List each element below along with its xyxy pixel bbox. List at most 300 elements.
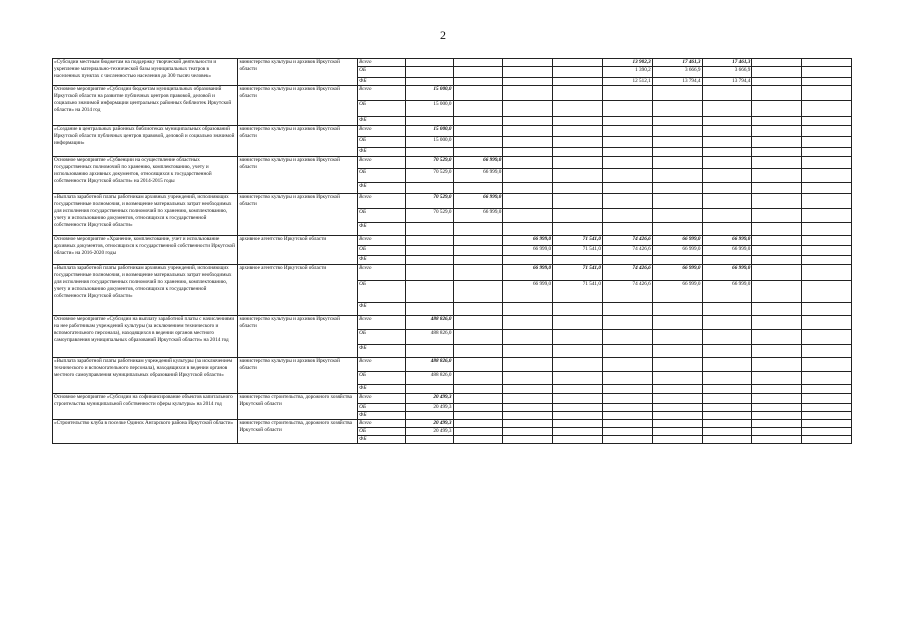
amount-cell bbox=[553, 330, 603, 345]
funding-source: Всего bbox=[358, 86, 406, 101]
funding-source: Всего bbox=[358, 265, 406, 281]
amount-cell bbox=[453, 246, 503, 256]
amount-cell bbox=[553, 303, 603, 316]
amount-cell bbox=[652, 316, 702, 330]
amount-cell bbox=[553, 316, 603, 330]
amount-cell bbox=[503, 169, 553, 183]
measure-description: Основное мероприятие «Субвенции на осуществление областных государственных полномочий по хранению, комплектованию, учету и использованию архивных документов, относящихся к государственной собственности Иркутской области» на 2014-2015 годы bbox=[53, 157, 238, 194]
amount-cell bbox=[405, 67, 453, 78]
amount-cell bbox=[802, 86, 852, 101]
amount-cell bbox=[602, 303, 652, 316]
measure-executor: архивное агентство Иркутской области bbox=[238, 265, 358, 316]
amount-cell bbox=[553, 345, 603, 358]
funding-source: Всего bbox=[358, 420, 406, 428]
amount-cell bbox=[602, 394, 652, 404]
amount-cell: 13 902,3 bbox=[602, 59, 652, 67]
funding-source: ФБ bbox=[358, 223, 406, 236]
amount-cell bbox=[553, 404, 603, 412]
measure-description: Основное мероприятие «Субсидии на софинансирование объектов капитального строительства муниципальной собственности сферы культуры» на 2014 год bbox=[53, 394, 238, 420]
amount-cell bbox=[553, 86, 603, 101]
measure-executor: министерство культуры и архивов Иркутской области bbox=[238, 194, 358, 236]
amount-cell bbox=[602, 420, 652, 428]
amount-cell bbox=[553, 372, 603, 385]
table-row bbox=[53, 126, 852, 137]
table-row bbox=[53, 316, 852, 330]
amount-cell: 488 826,0 bbox=[405, 316, 453, 330]
amount-cell bbox=[802, 223, 852, 236]
amount-cell bbox=[652, 183, 702, 194]
amount-cell bbox=[453, 412, 503, 420]
amount-cell bbox=[602, 169, 652, 183]
amount-cell: 66 999,0 bbox=[503, 281, 553, 303]
amount-cell bbox=[752, 385, 802, 394]
amount-cell bbox=[553, 183, 603, 194]
amount-cell bbox=[752, 256, 802, 265]
amount-cell bbox=[752, 404, 802, 412]
amount-cell bbox=[503, 358, 553, 372]
amount-cell bbox=[405, 256, 453, 265]
amount-cell bbox=[802, 330, 852, 345]
amount-cell bbox=[652, 101, 702, 117]
amount-cell bbox=[752, 183, 802, 194]
amount-cell bbox=[752, 223, 802, 236]
amount-cell bbox=[405, 281, 453, 303]
funding-source: ОБ bbox=[358, 137, 406, 148]
measure-description: «Создание в центральных районных библиотеках муниципальных образований Иркутской области публичных центров правовой, деловой и социально значимой информации» bbox=[53, 126, 238, 157]
amount-cell bbox=[602, 428, 652, 436]
amount-cell bbox=[702, 169, 752, 183]
measure-description: «Выплата заработной платы работникам учреждений культуры (за исключением технического и вспомогательного персонала), находящихся в ведении органов местного самоуправления муниципальных образований Иркутской области» bbox=[53, 358, 238, 394]
amount-cell bbox=[503, 101, 553, 117]
amount-cell: 71 541,0 bbox=[553, 265, 603, 281]
table-row bbox=[53, 420, 852, 428]
amount-cell: 66 999,0 bbox=[702, 246, 752, 256]
amount-cell bbox=[405, 59, 453, 67]
amount-cell bbox=[602, 385, 652, 394]
measure-executor: министерство культуры и архивов Иркутской области bbox=[238, 316, 358, 358]
amount-cell bbox=[652, 358, 702, 372]
amount-cell: 66 999,0 bbox=[453, 157, 503, 169]
amount-cell bbox=[553, 137, 603, 148]
page-number: 2 bbox=[440, 28, 446, 42]
table-row bbox=[53, 236, 852, 246]
amount-cell bbox=[553, 358, 603, 372]
amount-cell bbox=[553, 169, 603, 183]
amount-cell bbox=[802, 404, 852, 412]
amount-cell bbox=[553, 59, 603, 67]
amount-cell bbox=[503, 223, 553, 236]
amount-cell: 15 000,0 bbox=[405, 101, 453, 117]
amount-cell bbox=[652, 209, 702, 223]
amount-cell bbox=[453, 436, 503, 444]
amount-cell bbox=[702, 183, 752, 194]
amount-cell bbox=[702, 412, 752, 420]
amount-cell bbox=[702, 157, 752, 169]
amount-cell bbox=[503, 436, 553, 444]
amount-cell: 488 826,0 bbox=[405, 372, 453, 385]
amount-cell bbox=[702, 256, 752, 265]
amount-cell bbox=[453, 404, 503, 412]
amount-cell bbox=[503, 117, 553, 126]
amount-cell bbox=[503, 420, 553, 428]
amount-cell bbox=[702, 194, 752, 209]
amount-cell bbox=[652, 169, 702, 183]
amount-cell bbox=[503, 126, 553, 137]
amount-cell bbox=[802, 345, 852, 358]
table-row bbox=[53, 157, 852, 169]
amount-cell bbox=[503, 148, 553, 157]
amount-cell bbox=[702, 137, 752, 148]
amount-cell bbox=[752, 86, 802, 101]
amount-cell bbox=[802, 385, 852, 394]
measure-executor: министерство культуры и архивов Иркутской области bbox=[238, 126, 358, 157]
amount-cell: 70 529,0 bbox=[405, 209, 453, 223]
amount-cell bbox=[652, 394, 702, 404]
amount-cell bbox=[503, 183, 553, 194]
funding-source: ФБ bbox=[358, 148, 406, 157]
amount-cell bbox=[453, 330, 503, 345]
amount-cell bbox=[553, 428, 603, 436]
amount-cell bbox=[503, 209, 553, 223]
amount-cell bbox=[553, 101, 603, 117]
funding-source: ФБ bbox=[358, 183, 406, 194]
amount-cell bbox=[702, 316, 752, 330]
amount-cell bbox=[602, 101, 652, 117]
amount-cell bbox=[453, 223, 503, 236]
funding-source: ФБ bbox=[358, 256, 406, 265]
amount-cell bbox=[503, 385, 553, 394]
amount-cell: 20 499,3 bbox=[405, 404, 453, 412]
amount-cell bbox=[405, 183, 453, 194]
amount-cell bbox=[802, 126, 852, 137]
amount-cell bbox=[453, 67, 503, 78]
amount-cell bbox=[702, 385, 752, 394]
amount-cell bbox=[652, 428, 702, 436]
amount-cell bbox=[453, 394, 503, 404]
amount-cell bbox=[405, 345, 453, 358]
amount-cell bbox=[752, 372, 802, 385]
amount-cell bbox=[503, 428, 553, 436]
measure-description: «Выплата заработной платы работникам архивных учреждений, исполняющих государственные полномочия, и возмещение материальных затрат необходимых для исполнения государственных полномочий по хранению, комплектованию, учету и использованию документов, относящихся к государственной собственности Иркутской области» bbox=[53, 265, 238, 316]
amount-cell bbox=[553, 126, 603, 137]
funding-source: ОБ bbox=[358, 281, 406, 303]
amount-cell: 66 999,0 bbox=[652, 246, 702, 256]
amount-cell: 3 666,9 bbox=[652, 67, 702, 78]
amount-cell bbox=[602, 137, 652, 148]
amount-cell bbox=[602, 209, 652, 223]
amount-cell bbox=[752, 358, 802, 372]
funding-source: ФБ bbox=[358, 412, 406, 420]
amount-cell bbox=[652, 420, 702, 428]
amount-cell: 66 999,0 bbox=[453, 169, 503, 183]
measure-executor: министерство культуры и архивов Иркутской области bbox=[238, 157, 358, 194]
funding-source: ФБ bbox=[358, 345, 406, 358]
amount-cell bbox=[752, 126, 802, 137]
amount-cell bbox=[453, 137, 503, 148]
amount-cell bbox=[652, 372, 702, 385]
amount-cell bbox=[802, 209, 852, 223]
amount-cell bbox=[453, 78, 503, 86]
amount-cell bbox=[503, 78, 553, 86]
amount-cell bbox=[405, 303, 453, 316]
amount-cell bbox=[553, 420, 603, 428]
funding-source: Всего bbox=[358, 59, 406, 67]
amount-cell bbox=[802, 420, 852, 428]
amount-cell bbox=[503, 59, 553, 67]
amount-cell bbox=[802, 117, 852, 126]
measure-executor: министерство строительства, дорожного хозяйства Иркутской области bbox=[238, 394, 358, 420]
amount-cell bbox=[553, 194, 603, 209]
measure-executor: министерство строительства, дорожного хозяйства Иркутской области bbox=[238, 420, 358, 444]
funding-source: ОБ bbox=[358, 372, 406, 385]
amount-cell bbox=[802, 281, 852, 303]
amount-cell bbox=[453, 303, 503, 316]
amount-cell: 74 426,6 bbox=[602, 281, 652, 303]
amount-cell bbox=[652, 223, 702, 236]
table-row bbox=[53, 59, 852, 67]
amount-cell bbox=[453, 385, 503, 394]
measure-description: «Строительство клуба в поселке Одинск Ангарского района Иркутской области» bbox=[53, 420, 238, 444]
funding-source: ФБ bbox=[358, 436, 406, 444]
amount-cell bbox=[752, 420, 802, 428]
amount-cell bbox=[702, 358, 752, 372]
measure-executor: министерство культуры и архивов Иркутской области bbox=[238, 358, 358, 394]
amount-cell bbox=[652, 86, 702, 101]
funding-source: ОБ bbox=[358, 101, 406, 117]
amount-cell bbox=[405, 236, 453, 246]
amount-cell bbox=[602, 157, 652, 169]
amount-cell bbox=[602, 412, 652, 420]
measure-executor: министерство культуры и архивов Иркутской области bbox=[238, 86, 358, 126]
amount-cell bbox=[802, 436, 852, 444]
amount-cell bbox=[752, 412, 802, 420]
amount-cell bbox=[752, 394, 802, 404]
amount-cell bbox=[802, 157, 852, 169]
amount-cell bbox=[405, 265, 453, 281]
amount-cell: 1 390,2 bbox=[602, 67, 652, 78]
amount-cell bbox=[802, 148, 852, 157]
amount-cell bbox=[652, 345, 702, 358]
amount-cell: 66 999,0 bbox=[702, 281, 752, 303]
amount-cell bbox=[752, 67, 802, 78]
amount-cell: 15 000,0 bbox=[405, 126, 453, 137]
amount-cell: 13 794,4 bbox=[702, 78, 752, 86]
amount-cell bbox=[652, 137, 702, 148]
amount-cell bbox=[802, 183, 852, 194]
amount-cell bbox=[553, 148, 603, 157]
amount-cell bbox=[503, 372, 553, 385]
funding-source: ФБ bbox=[358, 78, 406, 86]
amount-cell bbox=[602, 345, 652, 358]
funding-source: ФБ bbox=[358, 117, 406, 126]
amount-cell bbox=[503, 404, 553, 412]
amount-cell bbox=[702, 436, 752, 444]
amount-cell: 66 999,0 bbox=[503, 236, 553, 246]
amount-cell bbox=[802, 372, 852, 385]
amount-cell: 20 499,3 bbox=[405, 420, 453, 428]
amount-cell bbox=[752, 281, 802, 303]
amount-cell bbox=[802, 412, 852, 420]
amount-cell bbox=[802, 101, 852, 117]
amount-cell bbox=[802, 137, 852, 148]
amount-cell bbox=[752, 316, 802, 330]
amount-cell bbox=[702, 394, 752, 404]
amount-cell bbox=[602, 117, 652, 126]
amount-cell: 70 529,0 bbox=[405, 157, 453, 169]
amount-cell bbox=[752, 157, 802, 169]
amount-cell: 71 541,0 bbox=[553, 281, 603, 303]
funding-source: ОБ bbox=[358, 169, 406, 183]
amount-cell bbox=[752, 101, 802, 117]
amount-cell: 17 461,3 bbox=[702, 59, 752, 67]
amount-cell: 66 999,0 bbox=[503, 246, 553, 256]
amount-cell: 74 426,6 bbox=[602, 236, 652, 246]
amount-cell bbox=[553, 209, 603, 223]
funding-source: ФБ bbox=[358, 303, 406, 316]
table-row bbox=[53, 358, 852, 372]
amount-cell bbox=[405, 385, 453, 394]
amount-cell bbox=[802, 169, 852, 183]
amount-cell bbox=[652, 157, 702, 169]
amount-cell bbox=[553, 436, 603, 444]
amount-cell: 20 499,3 bbox=[405, 394, 453, 404]
amount-cell bbox=[752, 436, 802, 444]
amount-cell bbox=[802, 358, 852, 372]
amount-cell bbox=[453, 372, 503, 385]
amount-cell bbox=[752, 148, 802, 157]
amount-cell bbox=[652, 412, 702, 420]
amount-cell bbox=[652, 385, 702, 394]
table-row bbox=[53, 394, 852, 404]
amount-cell bbox=[602, 256, 652, 265]
amount-cell bbox=[802, 78, 852, 86]
amount-cell bbox=[553, 394, 603, 404]
amount-cell bbox=[652, 126, 702, 137]
amount-cell bbox=[752, 137, 802, 148]
amount-cell bbox=[702, 428, 752, 436]
amount-cell bbox=[602, 126, 652, 137]
amount-cell: 71 541,0 bbox=[553, 246, 603, 256]
amount-cell bbox=[405, 78, 453, 86]
amount-cell: 20 499,3 bbox=[405, 428, 453, 436]
measure-executor: архивное агентство Иркутской области bbox=[238, 236, 358, 265]
funding-source: ОБ bbox=[358, 209, 406, 223]
amount-cell bbox=[553, 223, 603, 236]
amount-cell bbox=[702, 117, 752, 126]
amount-cell bbox=[702, 345, 752, 358]
amount-cell bbox=[702, 420, 752, 428]
amount-cell bbox=[802, 394, 852, 404]
amount-cell bbox=[602, 316, 652, 330]
amount-cell bbox=[453, 148, 503, 157]
amount-cell bbox=[652, 256, 702, 265]
amount-cell bbox=[702, 148, 752, 157]
amount-cell bbox=[602, 194, 652, 209]
amount-cell bbox=[453, 281, 503, 303]
amount-cell: 66 999,0 bbox=[652, 265, 702, 281]
amount-cell: 13 794,4 bbox=[652, 78, 702, 86]
amount-cell: 66 999,0 bbox=[503, 265, 553, 281]
amount-cell: 66 999,0 bbox=[652, 236, 702, 246]
amount-cell bbox=[453, 101, 503, 117]
amount-cell bbox=[405, 436, 453, 444]
amount-cell bbox=[453, 316, 503, 330]
measure-description: Основное мероприятие «Субсидии на выплату заработной платы с начислениями на нее работникам учреждений культуры (за исключением технического и вспомогательного персонала), находящихся в ведении органов местного самоуправления муниципальных образований Иркутской области» на 2014 год bbox=[53, 316, 238, 358]
amount-cell bbox=[702, 223, 752, 236]
amount-cell bbox=[503, 194, 553, 209]
amount-cell: 66 999,0 bbox=[652, 281, 702, 303]
amount-cell bbox=[405, 412, 453, 420]
amount-cell: 15 000,0 bbox=[405, 86, 453, 101]
amount-cell: 15 000,0 bbox=[405, 137, 453, 148]
amount-cell bbox=[503, 137, 553, 148]
funding-source: ОБ bbox=[358, 330, 406, 345]
measure-description: Основное мероприятие «Субсидии бюджетам муниципальных образований Иркутской области на развитие публичных центров правовой, деловой и социально значимой информации центральных районных библиотек Иркутской области» на 2014 год bbox=[53, 86, 238, 126]
amount-cell bbox=[652, 148, 702, 157]
amount-cell bbox=[602, 86, 652, 101]
amount-cell bbox=[453, 86, 503, 101]
amount-cell bbox=[752, 78, 802, 86]
amount-cell bbox=[752, 117, 802, 126]
amount-cell bbox=[453, 117, 503, 126]
amount-cell bbox=[503, 316, 553, 330]
amount-cell: 66 999,0 bbox=[702, 236, 752, 246]
amount-cell bbox=[802, 265, 852, 281]
funding-source: Всего bbox=[358, 394, 406, 404]
amount-cell: 70 529,0 bbox=[405, 194, 453, 209]
amount-cell bbox=[802, 194, 852, 209]
amount-cell bbox=[503, 157, 553, 169]
amount-cell bbox=[602, 148, 652, 157]
amount-cell bbox=[453, 59, 503, 67]
amount-cell bbox=[553, 385, 603, 394]
funding-source: ФБ bbox=[358, 385, 406, 394]
amount-cell bbox=[702, 330, 752, 345]
amount-cell: 12 512,1 bbox=[602, 78, 652, 86]
amount-cell bbox=[553, 78, 603, 86]
funding-source: Всего bbox=[358, 126, 406, 137]
funding-source: Всего bbox=[358, 316, 406, 330]
funding-source: Всего bbox=[358, 236, 406, 246]
amount-cell bbox=[602, 404, 652, 412]
funding-source: Всего bbox=[358, 157, 406, 169]
amount-cell: 66 999,0 bbox=[702, 265, 752, 281]
amount-cell bbox=[602, 330, 652, 345]
amount-cell bbox=[553, 256, 603, 265]
amount-cell bbox=[602, 223, 652, 236]
amount-cell bbox=[503, 256, 553, 265]
measure-description: Основное мероприятие «Хранение, комплектование, учет и использование архивных документов, относящихся к государственной собственности Иркутской области» на 2016-2020 годы bbox=[53, 236, 238, 265]
amount-cell bbox=[752, 330, 802, 345]
amount-cell bbox=[752, 345, 802, 358]
amount-cell bbox=[405, 246, 453, 256]
funding-source: ОБ bbox=[358, 246, 406, 256]
measure-executor: министерство культуры и архивов Иркутской области bbox=[238, 59, 358, 86]
amount-cell bbox=[503, 86, 553, 101]
amount-cell bbox=[405, 148, 453, 157]
amount-cell bbox=[453, 420, 503, 428]
amount-cell bbox=[802, 246, 852, 256]
amount-cell bbox=[752, 194, 802, 209]
amount-cell: 66 999,0 bbox=[453, 194, 503, 209]
amount-cell bbox=[453, 256, 503, 265]
amount-cell bbox=[752, 265, 802, 281]
amount-cell bbox=[702, 303, 752, 316]
amount-cell bbox=[702, 126, 752, 137]
amount-cell bbox=[702, 86, 752, 101]
amount-cell bbox=[752, 209, 802, 223]
amount-cell: 70 529,0 bbox=[405, 169, 453, 183]
